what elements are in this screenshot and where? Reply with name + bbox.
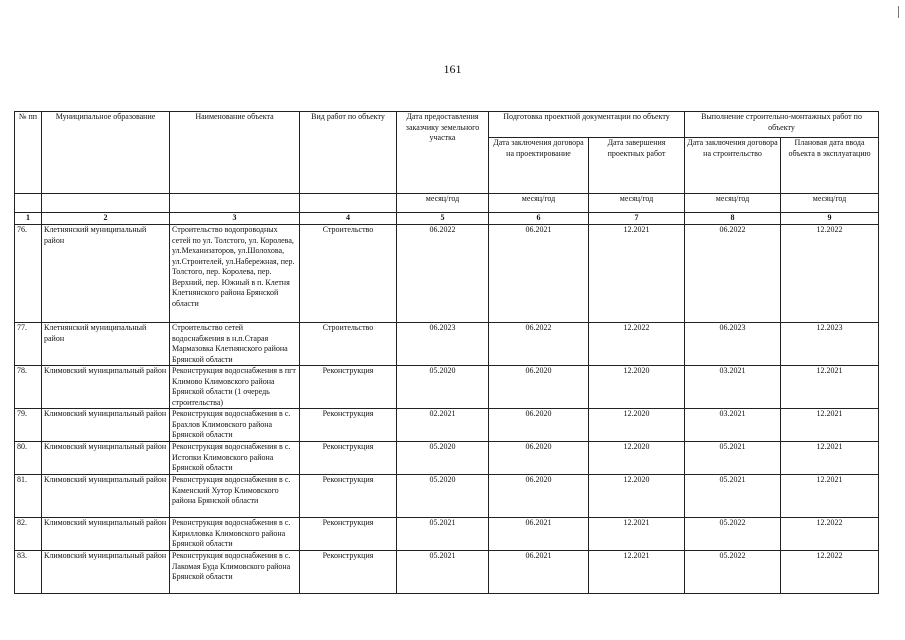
row-design-contract: 06.2020 bbox=[489, 366, 589, 409]
row-land-date: 06.2023 bbox=[397, 323, 489, 366]
row-object: Реконструкция водоснабжения в с. Истопки Климовского района Брянской области bbox=[170, 442, 300, 475]
row-commissioning: 12.2021 bbox=[781, 475, 879, 518]
row-construction-contract: 03.2021 bbox=[685, 366, 781, 409]
row-land-date: 06.2022 bbox=[397, 225, 489, 323]
row-work-type: Реконструкция bbox=[300, 366, 397, 409]
table-row bbox=[15, 475, 879, 518]
column-number: 8 bbox=[685, 213, 781, 225]
row-commissioning: 12.2022 bbox=[781, 518, 879, 551]
row-design-contract: 06.2021 bbox=[489, 551, 589, 594]
row-design-completion: 12.2020 bbox=[589, 366, 685, 409]
row-design-completion: 12.2021 bbox=[589, 518, 685, 551]
header-work-type: Вид работ по объекту bbox=[300, 112, 397, 194]
row-work-type: Строительство bbox=[300, 323, 397, 366]
row-municipality: Клетнянский муниципальный район bbox=[42, 225, 170, 323]
row-commissioning: 12.2021 bbox=[781, 366, 879, 409]
row-work-type: Реконструкция bbox=[300, 518, 397, 551]
unit-cell-empty bbox=[170, 194, 300, 213]
row-object: Реконструкция водоснабжения в с. Кирилловка Климовского района Брянской области bbox=[170, 518, 300, 551]
column-number: 7 bbox=[589, 213, 685, 225]
row-land-date: 02.2021 bbox=[397, 409, 489, 442]
unit-cell: месяц/год bbox=[397, 194, 489, 213]
row-number: 76. bbox=[15, 225, 42, 323]
unit-cell: месяц/год bbox=[685, 194, 781, 213]
table-row bbox=[15, 409, 879, 442]
row-commissioning: 12.2021 bbox=[781, 442, 879, 475]
table-row bbox=[15, 442, 879, 475]
row-design-contract: 06.2020 bbox=[489, 409, 589, 442]
scan-edge-mark bbox=[898, 6, 899, 18]
row-construction-contract: 05.2021 bbox=[685, 442, 781, 475]
row-design-contract: 06.2022 bbox=[489, 323, 589, 366]
row-number: 79. bbox=[15, 409, 42, 442]
row-design-completion: 12.2021 bbox=[589, 551, 685, 594]
row-object: Строительство сетей водоснабжения в н.п.Старая Мармазовка Клетнянского района Брянской области bbox=[170, 323, 300, 366]
row-number: 81. bbox=[15, 475, 42, 518]
header-commissioning: Плановая дата ввода объекта в эксплуатацию bbox=[781, 138, 879, 194]
row-construction-contract: 03.2021 bbox=[685, 409, 781, 442]
table-row bbox=[15, 225, 879, 323]
row-number: 83. bbox=[15, 551, 42, 594]
header-group-construction: Выполнение строительно-монтажных работ по объекту bbox=[685, 112, 879, 138]
row-municipality: Климовский муниципальный район bbox=[42, 442, 170, 475]
row-object: Строительство водопроводных сетей по ул. Толстого, ул. Королева, ул.Механизаторов, ул.Шолохова, ул.Строителей, ул.Набережная, пер. Толстого, пер. Королева, пер. Верхний, пер. Южный в п. Клетня Клетнянского района Брянской области bbox=[170, 225, 300, 323]
row-work-type: Реконструкция bbox=[300, 409, 397, 442]
unit-cell-empty bbox=[300, 194, 397, 213]
row-design-contract: 06.2021 bbox=[489, 225, 589, 323]
column-number: 1 bbox=[15, 213, 42, 225]
table-row bbox=[15, 518, 879, 551]
row-land-date: 05.2021 bbox=[397, 551, 489, 594]
row-construction-contract: 05.2021 bbox=[685, 475, 781, 518]
row-design-completion: 12.2020 bbox=[589, 475, 685, 518]
row-work-type: Реконструкция bbox=[300, 442, 397, 475]
header-construction-contract: Дата заключения договора на строительство bbox=[685, 138, 781, 194]
header-no: № пп bbox=[15, 112, 42, 194]
row-commissioning: 12.2022 bbox=[781, 551, 879, 594]
table-row bbox=[15, 551, 879, 594]
row-municipality: Климовский муниципальный район bbox=[42, 551, 170, 594]
row-number: 82. bbox=[15, 518, 42, 551]
header-land-date: Дата предоставления заказчику земельного участка bbox=[397, 112, 489, 194]
row-construction-contract: 06.2022 bbox=[685, 225, 781, 323]
row-object: Реконструкция водоснабжения в с. Лакомая Буда Климовского района Брянской области bbox=[170, 551, 300, 594]
unit-cell-empty bbox=[42, 194, 170, 213]
header-group-design: Подготовка проектной документации по объекту bbox=[489, 112, 685, 138]
row-construction-contract: 06.2023 bbox=[685, 323, 781, 366]
row-construction-contract: 05.2022 bbox=[685, 518, 781, 551]
row-design-contract: 06.2021 bbox=[489, 518, 589, 551]
column-number: 6 bbox=[489, 213, 589, 225]
objects-schedule-table bbox=[14, 111, 879, 594]
row-object: Реконструкция водоснабжения в с. Каменский Хутор Климовского района Брянской области bbox=[170, 475, 300, 518]
row-design-completion: 12.2020 bbox=[589, 409, 685, 442]
header-municipality: Муниципальное образование bbox=[42, 112, 170, 194]
row-commissioning: 12.2021 bbox=[781, 409, 879, 442]
row-work-type: Реконструкция bbox=[300, 475, 397, 518]
row-commissioning: 12.2023 bbox=[781, 323, 879, 366]
row-municipality: Климовский муниципальный район bbox=[42, 518, 170, 551]
row-land-date: 05.2021 bbox=[397, 518, 489, 551]
unit-cell: месяц/год bbox=[489, 194, 589, 213]
unit-cell: месяц/год bbox=[781, 194, 879, 213]
row-design-completion: 12.2021 bbox=[589, 225, 685, 323]
row-land-date: 05.2020 bbox=[397, 475, 489, 518]
row-design-contract: 06.2020 bbox=[489, 475, 589, 518]
row-work-type: Реконструкция bbox=[300, 551, 397, 594]
column-number: 3 bbox=[170, 213, 300, 225]
row-object: Реконструкция водоснабжения в пгт Климово Климовского района Брянской области (1 очередь строительства) bbox=[170, 366, 300, 409]
row-object: Реконструкция водоснабжения в с. Брахлов Климовского района Брянской области bbox=[170, 409, 300, 442]
row-work-type: Строительство bbox=[300, 225, 397, 323]
row-construction-contract: 05.2022 bbox=[685, 551, 781, 594]
row-municipality: Климовский муниципальный район bbox=[42, 409, 170, 442]
row-number: 80. bbox=[15, 442, 42, 475]
unit-cell-empty bbox=[15, 194, 42, 213]
table-row bbox=[15, 323, 879, 366]
page-number: 161 bbox=[443, 62, 462, 76]
row-design-contract: 06.2020 bbox=[489, 442, 589, 475]
column-number: 9 bbox=[781, 213, 879, 225]
header-design-contract: Дата заключения договора на проектирование bbox=[489, 138, 589, 194]
row-municipality: Климовский муниципальный район bbox=[42, 475, 170, 518]
row-number: 77. bbox=[15, 323, 42, 366]
row-municipality: Климовский муниципальный район bbox=[42, 366, 170, 409]
row-design-completion: 12.2022 bbox=[589, 323, 685, 366]
row-land-date: 05.2020 bbox=[397, 442, 489, 475]
row-design-completion: 12.2020 bbox=[589, 442, 685, 475]
column-number: 2 bbox=[42, 213, 170, 225]
column-number: 5 bbox=[397, 213, 489, 225]
row-municipality: Клетнянский муниципальный район bbox=[42, 323, 170, 366]
row-commissioning: 12.2022 bbox=[781, 225, 879, 323]
row-number: 78. bbox=[15, 366, 42, 409]
table-row bbox=[15, 366, 879, 409]
row-land-date: 05.2020 bbox=[397, 366, 489, 409]
header-object: Наименование объекта bbox=[170, 112, 300, 194]
unit-cell: месяц/год bbox=[589, 194, 685, 213]
header-design-completion: Дата завершения проектных работ bbox=[589, 138, 685, 194]
column-number: 4 bbox=[300, 213, 397, 225]
